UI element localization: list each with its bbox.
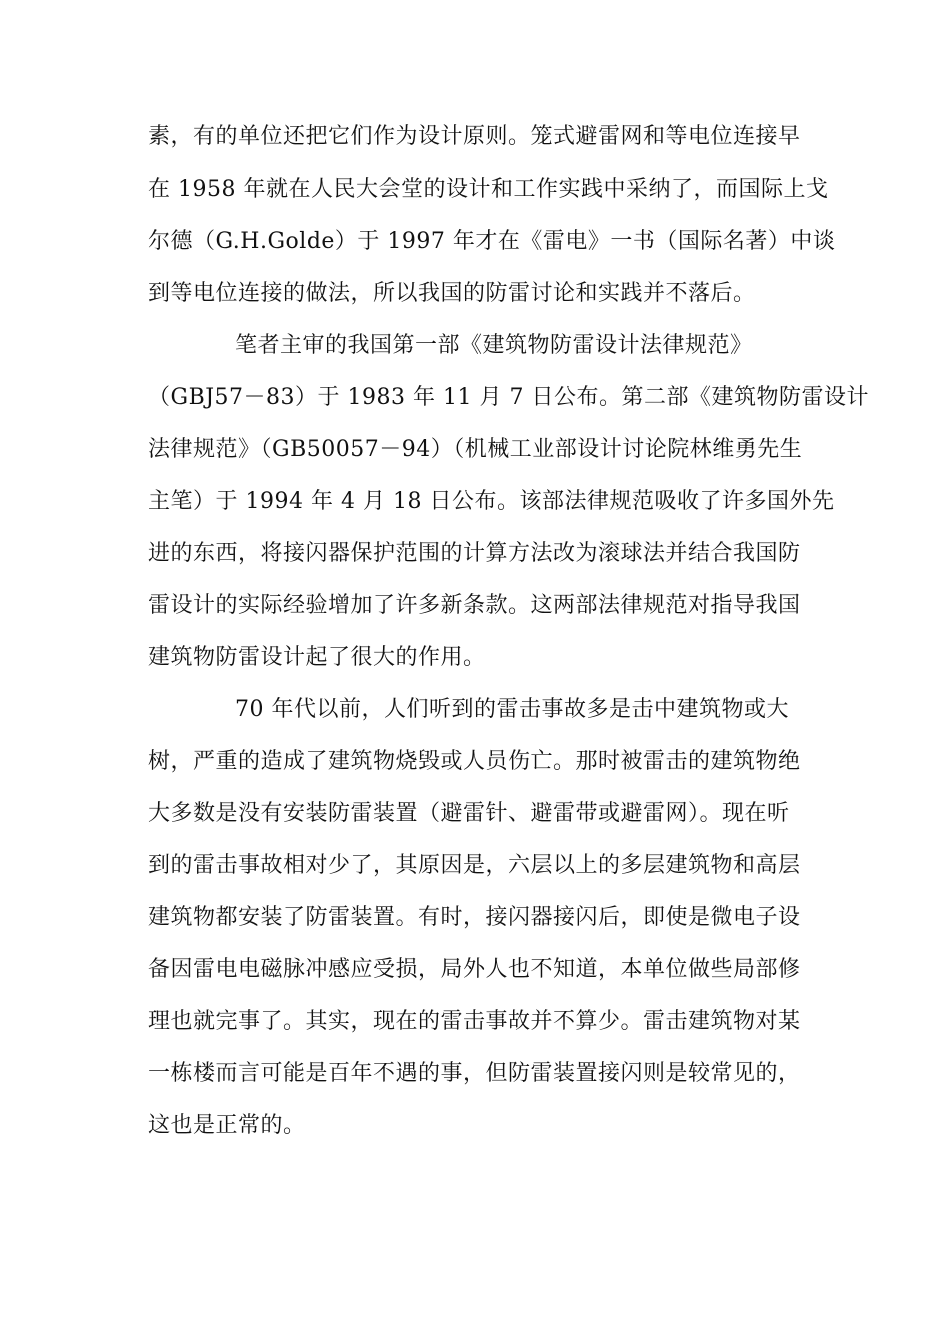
text-line: 建筑物防雷设计起了很大的作用。: [148, 645, 486, 670]
paragraph-start-line: 70 年代以前，人们听到的雷击事故多是击中建筑物或大: [235, 697, 789, 722]
text-line: 雷设计的实际经验增加了许多新条款。这两部法律规范对指导我国: [148, 593, 801, 618]
text-line: 树，严重的造成了建筑物烧毁或人员伤亡。那时被雷击的建筑物绝: [148, 749, 801, 774]
text-line: 备因雷电电磁脉冲感应受损，局外人也不知道，本单位做些局部修: [148, 957, 801, 982]
text-line: 进的东西，将接闪器保护范围的计算方法改为滚球法并结合我国防: [148, 541, 801, 566]
paragraph-start-line: 笔者主审的我国第一部《建筑物防雷设计法律规范》: [235, 333, 753, 358]
text-line: 到的雷击事故相对少了，其原因是，六层以上的多层建筑物和高层: [148, 853, 801, 878]
text-line: 这也是正常的。: [148, 1113, 306, 1138]
text-line: 素，有的单位还把它们作为设计原则。笼式避雷网和等电位连接早: [148, 124, 801, 149]
text-line: 法律规范》（GB50057－94）（机械工业部设计讨论院林维勇先生: [148, 437, 803, 462]
text-line: 建筑物都安装了防雷装置。有时，接闪器接闪后，即使是微电子设: [148, 905, 801, 930]
text-line: 尔德（G.H.Golde）于 1997 年才在《雷电》一书（国际名著）中谈: [148, 229, 836, 254]
text-line: 大多数是没有安装防雷装置（避雷针、避雷带或避雷网）。现在听: [148, 801, 790, 826]
text-line: 一栋楼而言可能是百年不遇的事，但防雷装置接闪则是较常见的，: [148, 1061, 801, 1086]
text-line: 理也就完事了。其实，现在的雷击事故并不算少。雷击建筑物对某: [148, 1009, 801, 1034]
text-line: 到等电位连接的做法，所以我国的防雷讨论和实践并不落后。: [148, 281, 756, 306]
text-line: 在 1958 年就在人民大会堂的设计和工作实践中采纳了，而国际上戈: [148, 177, 829, 202]
text-line: 主笔）于 1994 年 4 月 18 日公布。该部法律规范吸收了许多国外先: [148, 489, 835, 514]
text-line: （GBJ57－83）于 1983 年 11 月 7 日公布。第二部《建筑物防雷设计: [148, 385, 869, 410]
